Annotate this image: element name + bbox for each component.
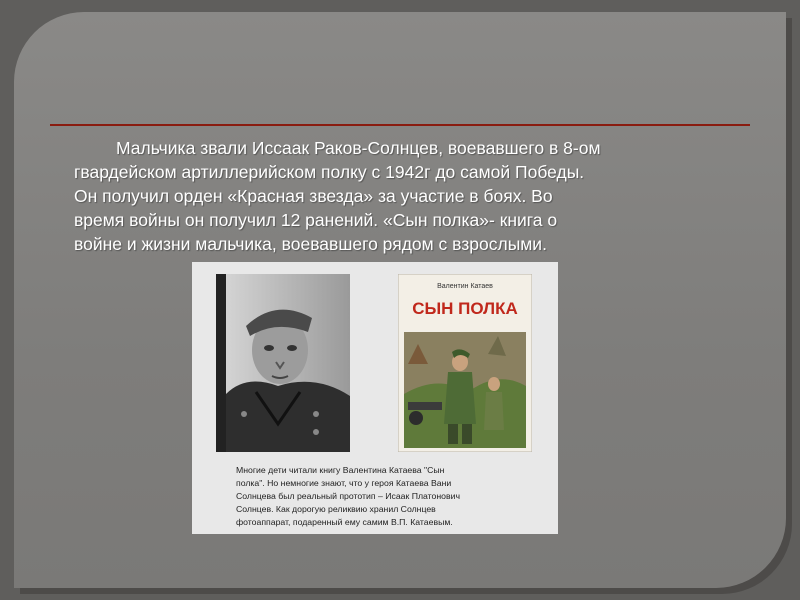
paragraph-line: Он получил орден «Красная звезда» за участие в боях. Во — [74, 186, 553, 206]
body-paragraph — [74, 136, 674, 256]
boy-portrait-photo — [216, 274, 350, 452]
paragraph-line: Мальчика звали Иссаак Раков-Солнцев, воевавшего в 8-ом — [116, 138, 601, 158]
book-author: Валентин Катаев — [437, 283, 493, 290]
photo-caption — [236, 464, 522, 529]
paragraph-line: гвардейском артиллерийском полку с 1942г до самой Победы. — [74, 162, 585, 182]
illustration-card — [192, 262, 558, 534]
book-cover — [398, 274, 532, 452]
book-title: СЫН ПОЛКА — [412, 299, 518, 318]
paragraph-line: время войны он получил 12 ранений. «Сын полка»- книга о — [74, 210, 558, 230]
title-divider — [50, 124, 750, 126]
caption-line: Солнцев. Как дорогую реликвию хранил Солнцев — [236, 504, 436, 514]
paragraph-line: войне и жизни мальчика, воевавшего рядом с взрослыми. — [74, 234, 547, 254]
caption-line: фотоаппарат, подаренный ему самим В.П. Катаевым. — [236, 517, 453, 527]
caption-line: Солнцева был реальный прототип – Исаак Платонович — [236, 491, 461, 501]
caption-line: полка". Но немногие знают, что у героя Катаева Вани — [236, 478, 452, 488]
caption-line: Многие дети читали книгу Валентина Катаева "Сын — [236, 465, 445, 475]
